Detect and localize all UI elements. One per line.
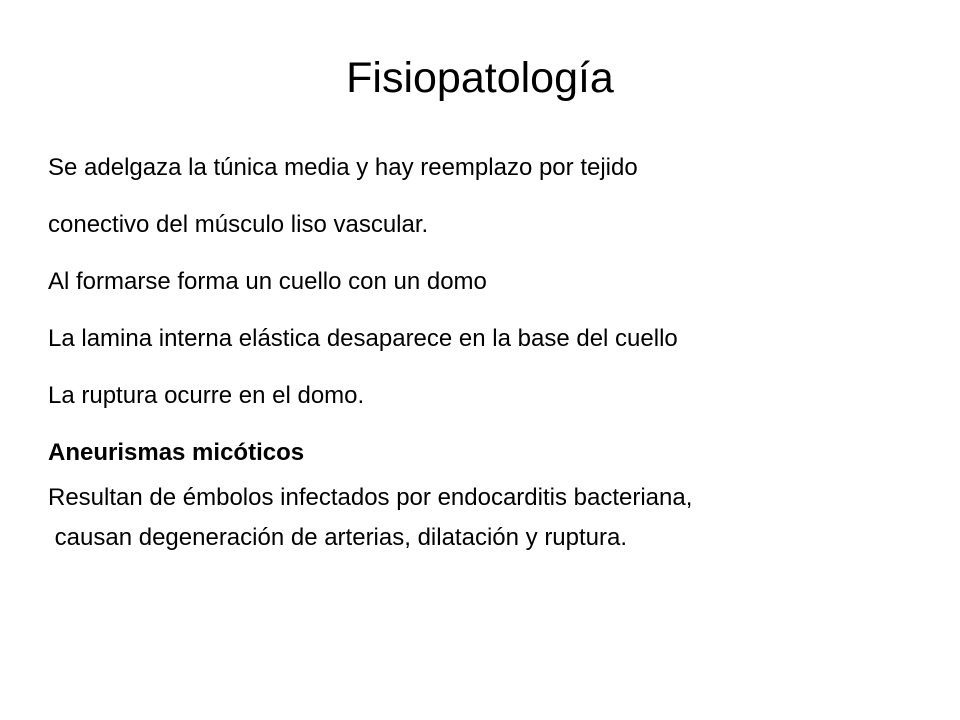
body-line-4: La lamina interna elástica desaparece en la base del cuello <box>48 325 678 352</box>
body-line-3: Al formarse forma un cuello con un domo <box>48 268 487 295</box>
body-line-7: Resultan de émbolos infectados por endocarditis bacteriana, <box>48 484 693 511</box>
slide-body <box>48 148 908 558</box>
body-line-8: causan degeneración de arterias, dilatación y ruptura. <box>48 524 628 551</box>
body-line-5: La ruptura ocurre en el domo. <box>48 382 365 409</box>
slide-title: Fisiopatología <box>346 54 614 102</box>
body-line-2: conectivo del músculo liso vascular. <box>48 211 429 238</box>
body-line-1: Se adelgaza la túnica media y hay reemplazo por tejido <box>48 154 638 181</box>
section-heading-aneurismas-micoticos: Aneurismas micóticos <box>48 439 305 466</box>
